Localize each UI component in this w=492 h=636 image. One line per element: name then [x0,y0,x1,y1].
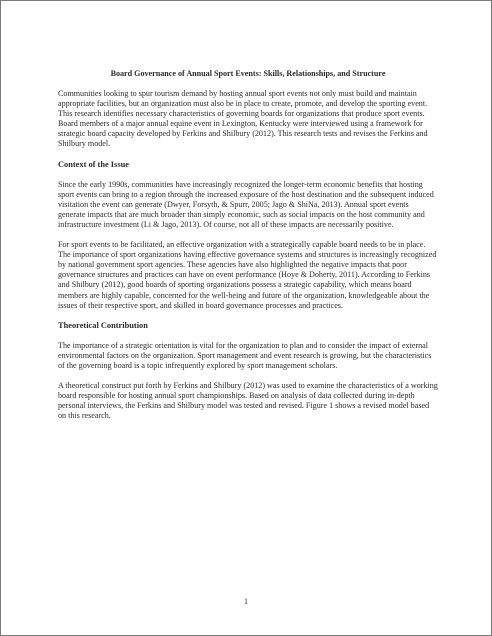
theory-paragraph-1: The importance of a strategic orientation is vital for the organization to plan and to consider the impact of external environmental factors on the organization. Sport management and event research is growing, but the characteristics of the governing board is a topic infrequently explored by sport management scholars. [58,340,432,370]
document-title: Board Governance of Annual Sport Events: Skills, Relationships, and Structure [110,69,386,78]
intro-paragraph: Communities looking to spur tourism demand by hosting annual sport events not only must build and maintain appropriate facilities, but an organization must also be in place to create, promote, and develop the sporting event. This research identifies necessary characteristics of governing boards for organizations that produce sport events. Board members of a major annual equine event in Lexington, Kentucky were interviewed using a framework for strategic board capacity developed by Ferkins and Shilbury (2012). This research tests and revises the Ferkins and Shilbury model. [58,89,428,149]
context-paragraph-1: Since the early 1990s, communities have increasingly recognized the longer-term economic benefits that hosting sport events can bring to a region through the increased exposure of the host destination and the subsequent induced visitation the event can generate (Dwyer, Forsyth, & Spurr, 2005; Jago & ShiNa, 2013). Annual sport events generate impacts that are much broader than simply economic, such as social impacts on the host community and infrastructure investment (Li & Jago, 2013). Of course, not all of these impacts are necessarily positive. [58,179,434,229]
page-number: 1 [244,597,248,606]
page-content [58,69,438,431]
section-heading-theory: Theoretical Contribution [58,320,148,330]
section-heading-context: Context of the Issue [58,159,129,169]
theory-paragraph-2: A theoretical construct put forth by Ferkins and Shilbury (2012) was used to examine the characteristics of a working board responsible for hosting annual sport championships. Based on analysis of data collected during in-depth personal interviews, the Ferkins and Shilbury model was tested and revised. Figure 1 shows a revised model based on this research. [58,380,438,421]
context-paragraph-2: For sport events to be facilitated, an effective organization with a strategically capable board needs to be in place. The importance of sport organizations having effective governance systems and structures is increasingly recognized by national government sport agencies. These agencies have also highlighted the negative impacts that poor governance structures and practices can have on event performance (Hoye & Doherty, 2011). According to Ferkins and Shilbury (2012), good boards of sporting organizations possess a strategic capability, which means board members are highly capable, concerned for the well-being and future of the organization, knowledgeable about the issues of their respective sport, and skilled in board governance processes and practices. [58,240,437,310]
